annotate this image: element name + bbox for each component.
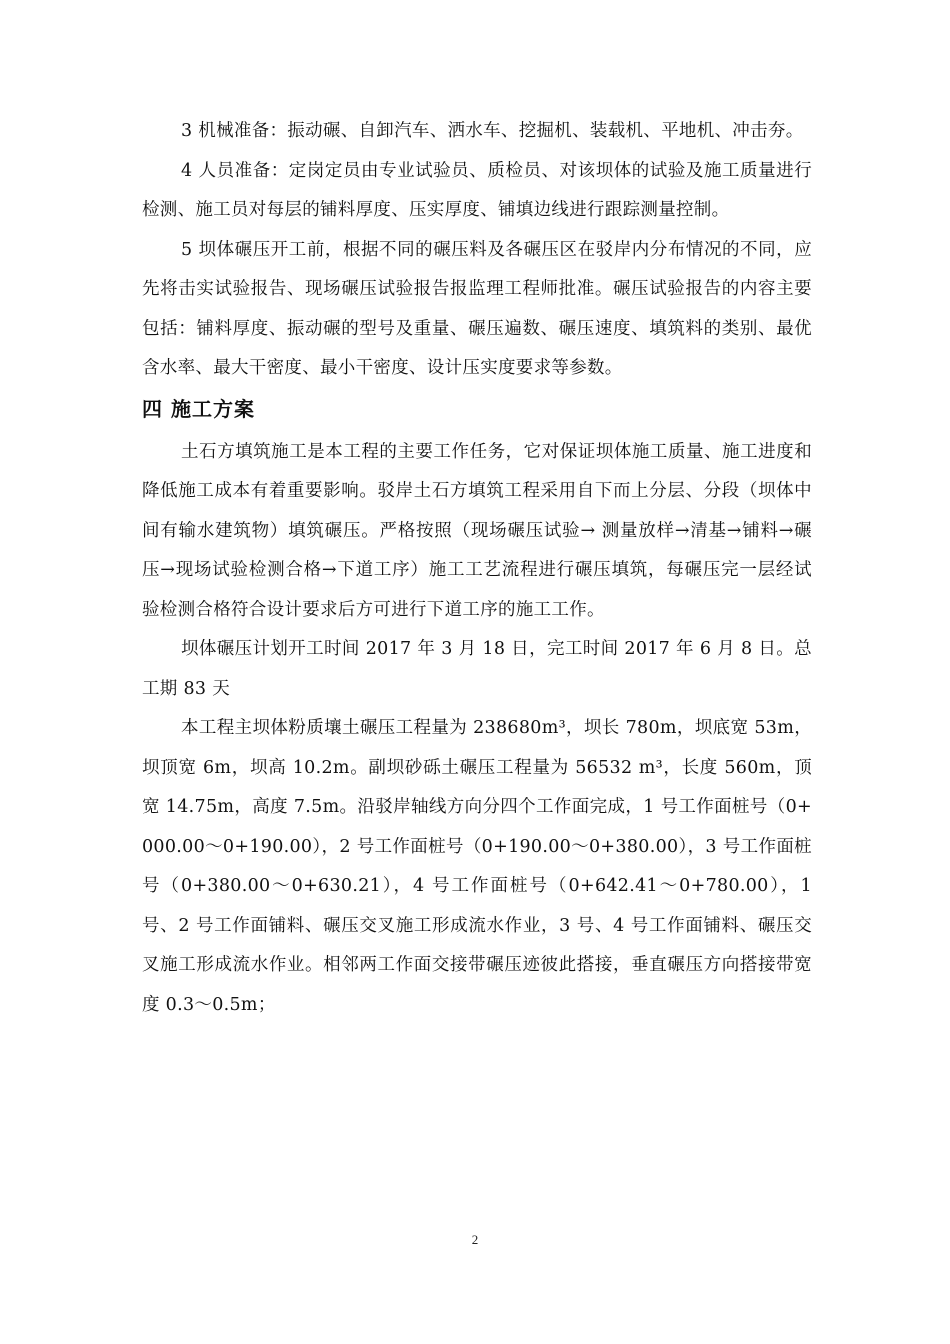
paragraph-machinery: 3 机械准备：振动碾、自卸汽车、洒水车、挖掘机、装载机、平地机、冲击夯。 <box>181 121 804 141</box>
paragraph-quantities: 本工程主坝体粉质壤土碾压工程量为 238680m³，坝长 780m，坝底宽 53m，坝顶宽 6m，坝高 10.2m。副坝砂砾土碾压工程量为 56532 m³，长度 560m，顶宽 14.75m，高度 7.5m。沿驳岸轴线方向分四个工作面完成，1 号工作面桩号（0+000.00～0+190.00），2 号工作面桩号（0+190.00～0+380.00），3 号工作面桩号（0+380.00～0+630.21），4 号工作面桩号（0+642.41～0+780.00），1 号、2 号工作面铺料、碾压交叉施工形成流水作业，3 号、4 号工作面铺料、碾压交叉施工形成流水作业。相邻两工作面交接带碾压迹彼此搭接，垂直碾压方向搭接带宽度 0.3～0.5m； <box>142 718 812 1015</box>
paragraph-compaction-test: 5 坝体碾压开工前，根据不同的碾压料及各碾压区在驳岸内分布情况的不同，应先将击实试验报告、现场碾压试验报告报监理工程师批准。碾压试验报告的内容主要包括：铺料厚度、振动碾的型号及重量、碾压遍数、碾压速度、填筑料的类别、最优含水率、最大干密度、最小干密度、设计压实度要求等参数。 <box>142 239 812 378</box>
page-body <box>142 112 812 1025</box>
section-heading: 四 施工方案 <box>142 396 255 421</box>
paragraph-personnel: 4 人员准备：定岗定员由专业试验员、质检员、对该坝体的试验及施工质量进行检测、施工员对每层的铺料厚度、压实厚度、铺填边线进行跟踪测量控制。 <box>142 160 812 220</box>
page-number: 2 <box>471 1232 479 1247</box>
paragraph-earthwork: 土石方填筑施工是本工程的主要工作任务，它对保证坝体施工质量、施工进度和降低施工成本有着重要影响。驳岸土石方填筑工程采用自下而上分层、分段（坝体中间有输水建筑物）填筑碾压。严格按照（现场碾压试验→ 测量放样→清基→铺料→碾压→现场试验检测合格→下道工序）施工工艺流程进行碾压填筑，每碾压完一层经试验检测合格符合设计要求后方可进行下道工序的施工工作。 <box>142 441 812 620</box>
paragraph-schedule: 坝体碾压计划开工时间 2017 年 3 月 18 日，完工时间 2017 年 6 月 8 日。总工期 83 天 <box>142 639 812 699</box>
